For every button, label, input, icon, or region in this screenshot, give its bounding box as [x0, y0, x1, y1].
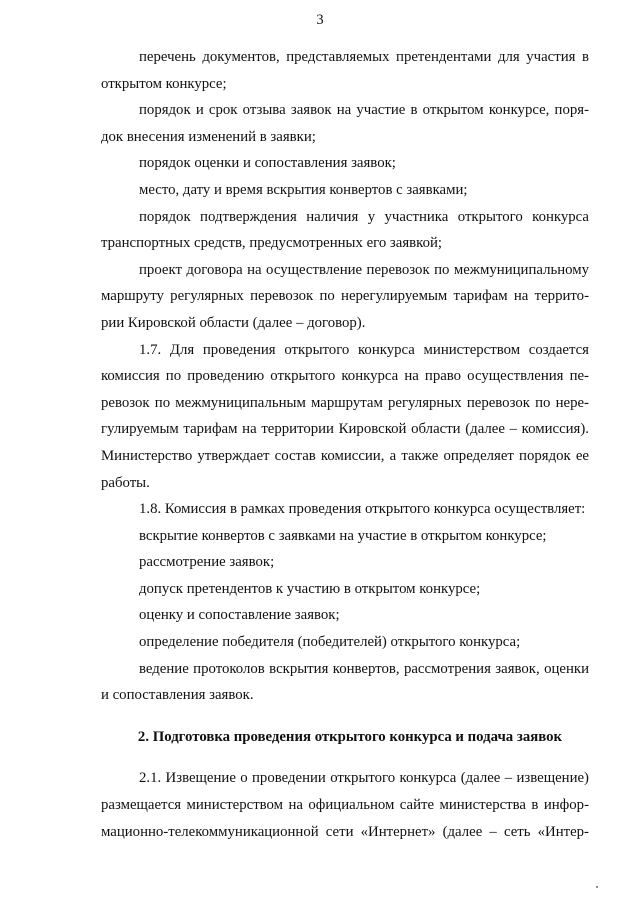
page-number: 3 — [316, 12, 324, 28]
text-line: порядок и срок отзыва заявок на участие в открытом конкурсе, поря- — [139, 102, 589, 119]
text-line: размещается министерством на официальном сайте министерства в инфор- — [101, 797, 589, 814]
text-line: открытом конкурсе; — [101, 75, 227, 92]
text-line: маршруту регулярных перевозок по нерегулируемым тарифам на террито- — [101, 288, 589, 305]
text-line: перечень документов, представляемых претендентами для участия в — [139, 49, 589, 65]
spacer — [101, 750, 589, 765]
text-line: порядок оценки и сопоставления заявок; — [139, 155, 396, 172]
text-line: допуск претендентов к участию в открытом конкурсе; — [139, 580, 481, 597]
text-line: док внесения изменений в заявки; — [101, 128, 316, 145]
text-line: порядок подтверждения наличия у участника открытого конкурса — [139, 208, 589, 225]
section-heading: 2. Подготовка проведения открытого конкурса и подача заявок — [137, 728, 563, 745]
text-line: гулируемым тарифам на территории Кировской области (далее – комиссия). — [101, 421, 589, 438]
text-line: ревозок по межмуниципальным маршрутам регулярных перевозок по нере- — [101, 394, 589, 411]
spacer — [101, 709, 589, 724]
text-line: рии Кировской области (далее – договор). — [101, 314, 366, 331]
text-line: определение победителя (победителей) открытого конкурса; — [139, 634, 521, 651]
text-line: комиссия по проведению открытого конкурса на право осуществления пе- — [101, 368, 589, 385]
text-line: ведение протоколов вскрытия конвертов, рассмотрения заявок, оценки — [139, 660, 589, 677]
text-line: проект договора на осуществление перевозок по межмуниципальному — [139, 261, 589, 278]
text-line: транспортных средств, предусмотренных его заявкой; — [101, 235, 443, 252]
text-line: 1.8. Комиссия в рамках проведения открытого конкурса осуществляет: — [139, 501, 586, 518]
document-body — [101, 44, 589, 845]
text-line: и сопоставления заявок. — [101, 687, 254, 704]
text-line: рассмотрение заявок; — [139, 554, 275, 571]
text-line: оценку и сопоставление заявок; — [139, 607, 340, 624]
text-line: 2.1. Извещение о проведении открытого конкурса (далее – извещение) — [139, 770, 589, 787]
text-line: вскрытие конвертов с заявками на участие в открытом конкурсе; — [139, 527, 547, 544]
text-line: 1.7. Для проведения открытого конкурса министерством создается — [139, 341, 589, 358]
text-line: работы. — [101, 474, 150, 491]
text-line: мационно-телекоммуникационной сети «Интернет» (далее – сеть «Интер- — [101, 823, 589, 840]
text-line: место, дату и время вскрытия конвертов с заявками; — [139, 181, 468, 198]
scan-speck — [596, 886, 598, 888]
text-line: Министерство утверждает состав комиссии, а также определяет порядок ее — [101, 447, 589, 464]
